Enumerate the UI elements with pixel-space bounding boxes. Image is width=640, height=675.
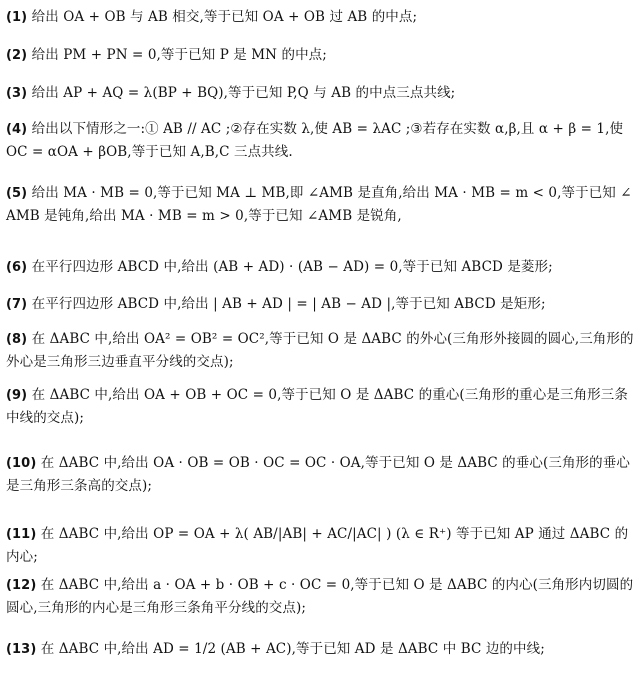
item-text: 在 ΔABC 中,给出 OA · OB = OB · OC = OC · OA,等于已知 O 是 ΔABC 的垂心(三角形的垂心是三角形三条高的交点); [6,455,630,494]
item-number: (10) [6,456,37,471]
item-11 [6,523,634,569]
item-2 [6,44,634,67]
item-6 [6,256,634,279]
item-7 [6,293,634,316]
item-number: (9) [6,388,28,403]
item-text: 给出以下情形之一:① AB // AC ;②存在实数 λ,使 AB = λAC ;③若存在实数 α,β,且 α + β = 1,使 OC = αOA + βOB,等于已知 A,B,C 三点共线. [6,121,624,160]
item-1 [6,6,634,29]
item-number: (2) [6,48,28,63]
item-number: (11) [6,527,37,542]
item-5 [6,182,634,228]
item-text: 在 ΔABC 中,给出 OP = OA + λ( AB/|AB| + AC/|AC| ) (λ ∈ R⁺) 等于已知 AP 通过 ΔABC 的内心; [6,526,629,565]
item-number: (3) [6,86,28,101]
item-12 [6,574,634,620]
item-number: (4) [6,122,28,137]
item-number: (8) [6,332,28,347]
item-3 [6,82,634,105]
item-9 [6,384,634,430]
item-number: (12) [6,578,37,593]
item-8 [6,328,634,374]
item-text: 在平行四边形 ABCD 中,给出 | AB + AD | = | AB − AD |,等于已知 ABCD 是矩形; [31,296,546,312]
item-text: 在 ΔABC 中,给出 AD = 1/2 (AB + AC),等于已知 AD 是 ΔABC 中 BC 边的中线; [40,641,545,657]
item-text: 在 ΔABC 中,给出 a · OA + b · OB + c · OC = 0,等于已知 O 是 ΔABC 的内心(三角形内切圆的圆心,三角形的内心是三角形三条角平分线的交点); [6,577,634,616]
item-text: 在平行四边形 ABCD 中,给出 (AB + AD) · (AB − AD) = 0,等于已知 ABCD 是菱形; [31,259,553,275]
item-text: 给出 OA + OB 与 AB 相交,等于已知 OA + OB 过 AB 的中点; [31,9,418,25]
item-number: (1) [6,10,28,25]
item-text: 在 ΔABC 中,给出 OA + OB + OC = 0,等于已知 O 是 ΔABC 的重心(三角形的重心是三角形三条中线的交点); [6,387,628,426]
item-text: 在 ΔABC 中,给出 OA² = OB² = OC²,等于已知 O 是 ΔABC 的外心(三角形外接圆的圆心,三角形的外心是三角形三边垂直平分线的交点); [6,331,634,370]
item-4 [6,118,634,164]
item-13 [6,638,634,661]
item-number: (7) [6,297,28,312]
item-number: (5) [6,186,28,201]
item-number: (6) [6,260,28,275]
item-text: 给出 MA · MB = 0,等于已知 MA ⊥ MB,即 ∠AMB 是直角,给出 MA · MB = m < 0,等于已知 ∠AMB 是钝角,给出 MA · MB = m > 0,等于已知 ∠AMB 是锐角, [6,185,632,224]
item-number: (13) [6,642,37,657]
item-text: 给出 PM + PN = 0,等于已知 P 是 MN 的中点; [31,47,327,63]
item-text: 给出 AP + AQ = λ(BP + BQ),等于已知 P,Q 与 AB 的中点三点共线; [31,85,456,101]
item-10 [6,452,634,498]
